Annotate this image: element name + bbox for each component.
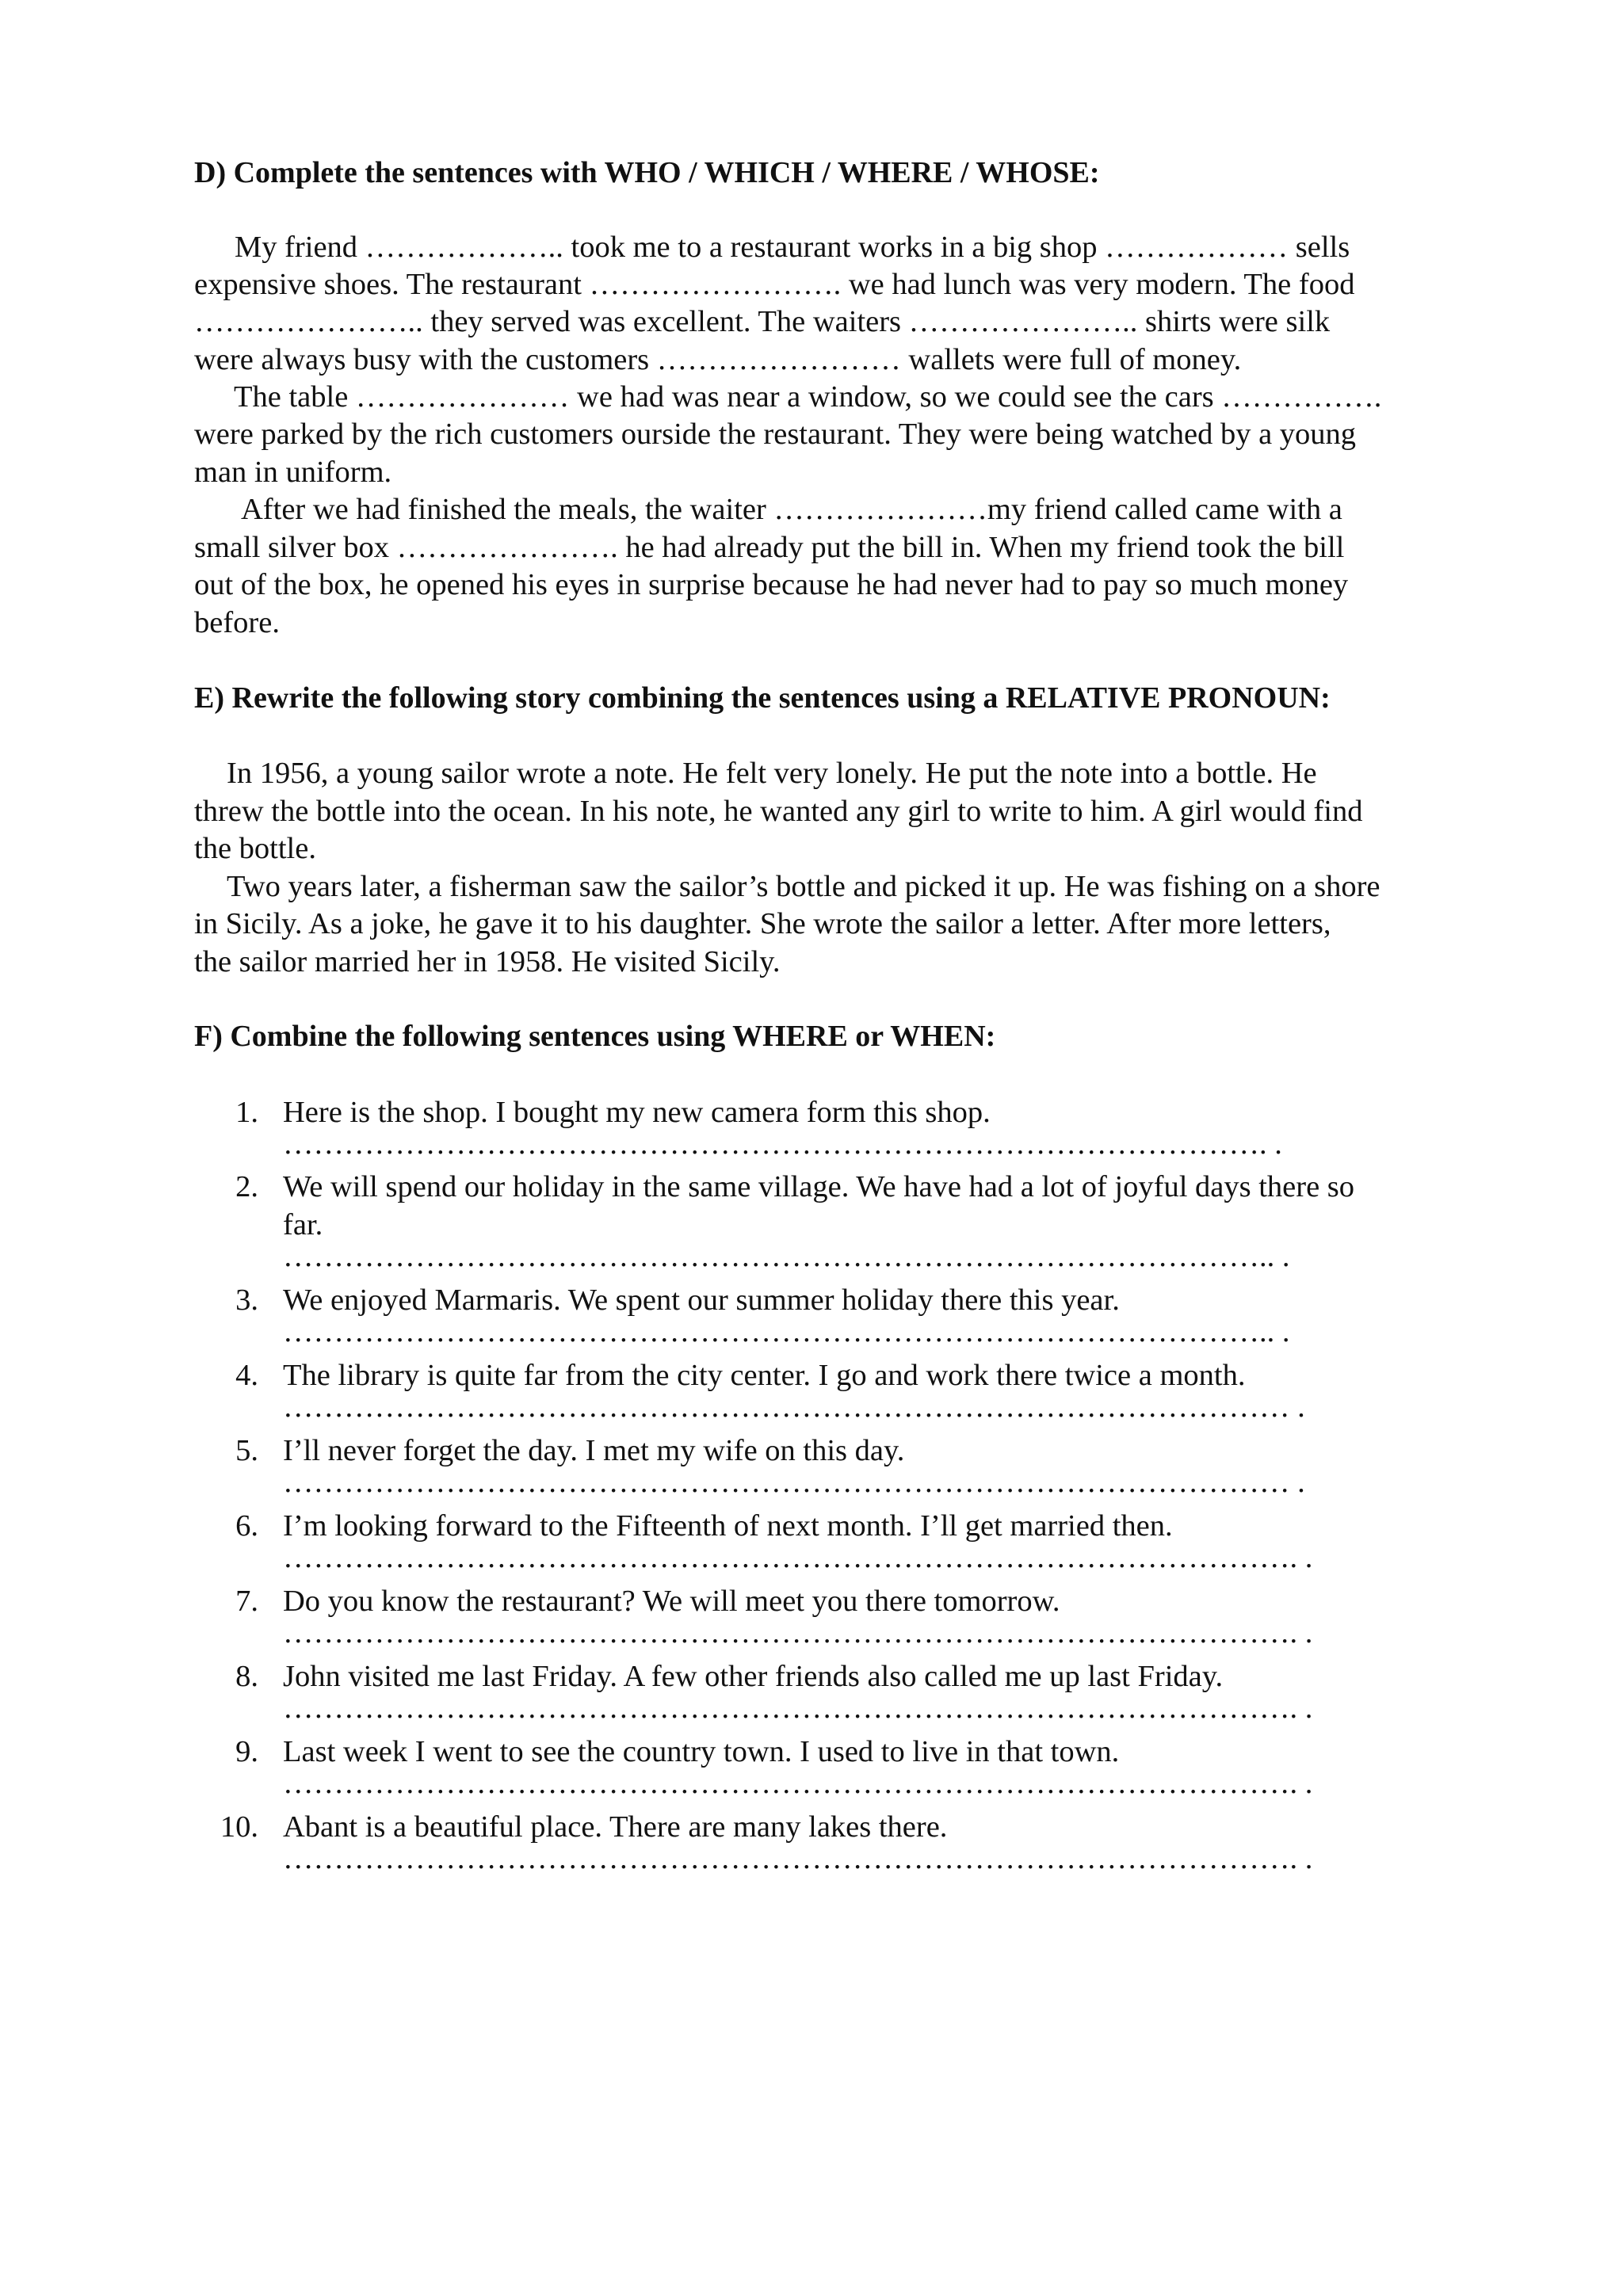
item-question: Last week I went to see the country town. I used to live in that town. (283, 1735, 1120, 1768)
item-question: John visited me last Friday. A few other friends also called me up last Friday. (283, 1660, 1224, 1693)
answer-blank[interactable]: ………………………………………………………………………………………. . (283, 1616, 1313, 1650)
section-d-line: were always busy with the customers …………………… wallets were full of money. (194, 343, 1242, 376)
section-e-line: In 1956, a young sailor wrote a note. He felt very lonely. He put the note into a bottle. He (227, 757, 1317, 790)
section-e-heading: E) Rewrite the following story combining the sentences using a RELATIVE PRONOUN: (194, 681, 1331, 715)
item-number: 5. (235, 1434, 258, 1467)
section-d-heading: D) Complete the sentences with WHO / WHICH / WHERE / WHOSE: (194, 156, 1100, 189)
item-question: The library is quite far from the city center. I go and work there twice a month. (283, 1359, 1246, 1392)
answer-blank[interactable]: ………………………………………………………………………………………. . (283, 1842, 1313, 1875)
answer-blank[interactable]: …………………………………………………………………………………….. . (283, 1240, 1290, 1273)
answer-blank[interactable]: ………………………………………………………………………………………. . (283, 1541, 1313, 1574)
answer-blank[interactable]: ………………………………………………………………………………………. . (283, 1767, 1313, 1800)
item-number: 3. (235, 1283, 258, 1317)
item-question-continued: far. (283, 1208, 323, 1241)
section-d-line: expensive shoes. The restaurant ……………………. we had lunch was very modern. The food (194, 268, 1355, 301)
section-f-heading: F) Combine the following sentences using WHERE or WHEN: (194, 1020, 996, 1053)
section-e-line: threw the bottle into the ocean. In his note, he wanted any girl to write to him. A girl would find (194, 795, 1363, 828)
section-d-line: before. (194, 606, 280, 639)
item-number: 6. (235, 1509, 258, 1543)
item-number: 9. (235, 1735, 258, 1768)
item-question: Do you know the restaurant? We will meet you there tomorrow. (283, 1585, 1060, 1618)
section-d-line: After we had finished the meals, the waiter …………………my friend called came with a (241, 493, 1342, 526)
answer-blank[interactable]: …………………………………………………………………………………….. . (283, 1315, 1290, 1348)
section-d-line: out of the box, he opened his eyes in surprise because he had never had to pay so much money (194, 568, 1349, 601)
answer-blank[interactable]: ………………………………………………………………………………………. . (283, 1691, 1313, 1725)
section-e-line: in Sicily. As a joke, he gave it to his daughter. She wrote the sailor a letter. After more letters, (194, 907, 1331, 940)
answer-blank[interactable]: ……………………………………………………………………………………… . (283, 1390, 1305, 1424)
section-d-line: The table ………………… we had was near a window, so we could see the cars ……………. (234, 380, 1382, 414)
section-d-line: man in uniform. (194, 456, 392, 489)
item-number: 4. (235, 1359, 258, 1392)
item-number: 7. (235, 1585, 258, 1618)
item-question: I’ll never forget the day. I met my wife on this day. (283, 1434, 905, 1467)
answer-blank[interactable]: ……………………………………………………………………………………… . (283, 1466, 1305, 1499)
section-e-line: the sailor married her in 1958. He visited Sicily. (194, 945, 781, 978)
item-number: 2. (235, 1170, 258, 1203)
section-d-line: ………………….. they served was excellent. The waiters ………………….. shirts were silk (194, 305, 1331, 338)
item-number: 10. (220, 1810, 258, 1844)
section-d-line: small silver box …………………. he had already put the bill in. When my friend took the bill (194, 531, 1345, 564)
item-question: We enjoyed Marmaris. We spent our summer holiday there this year. (283, 1283, 1120, 1317)
section-e-line: the bottle. (194, 832, 316, 865)
item-question: Abant is a beautiful place. There are many lakes there. (283, 1810, 948, 1844)
item-question: We will spend our holiday in the same village. We have had a lot of joyful days there so (283, 1170, 1355, 1203)
section-e-line: Two years later, a fisherman saw the sailor’s bottle and picked it up. He was fishing on a shore (227, 870, 1381, 903)
section-d-line: were parked by the rich customers ourside the restaurant. They were being watched by a young (194, 418, 1357, 451)
item-number: 8. (235, 1660, 258, 1693)
item-question: I’m looking forward to the Fifteenth of next month. I’ll get married then. (283, 1509, 1173, 1543)
item-question: Here is the shop. I bought my new camera form this shop. (283, 1096, 991, 1129)
item-number: 1. (235, 1096, 258, 1129)
section-d-line: My friend ……………….. took me to a restaurant works in a big shop ……………… sells (235, 231, 1350, 264)
answer-blank[interactable]: ……………………………………………………………………………………. . (283, 1127, 1282, 1161)
